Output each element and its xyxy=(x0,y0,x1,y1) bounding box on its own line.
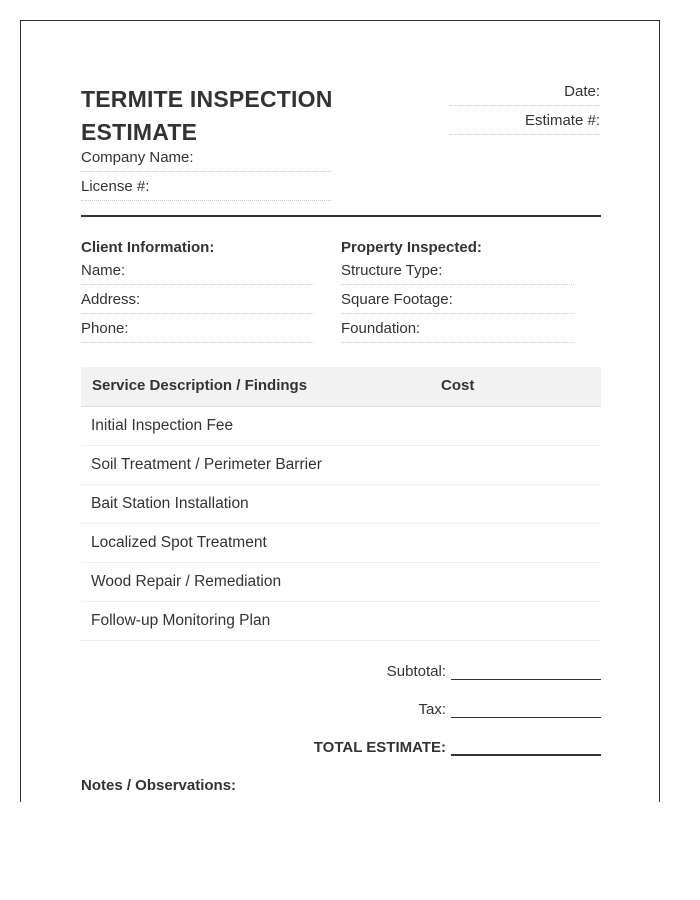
description-column-header: Service Description / Findings xyxy=(92,377,308,394)
license-field[interactable]: License #: xyxy=(81,178,331,201)
client-name-field[interactable]: Name: xyxy=(81,262,314,285)
subtotal-blank[interactable] xyxy=(451,665,601,680)
subtotal-row xyxy=(387,663,601,680)
total-row xyxy=(314,739,601,756)
date-field[interactable]: Date: xyxy=(450,83,600,106)
table-row[interactable] xyxy=(81,485,601,524)
table-header xyxy=(81,367,601,407)
total-label: TOTAL ESTIMATE: xyxy=(313,739,446,756)
client-phone-field[interactable]: Phone: xyxy=(81,320,314,343)
table-row[interactable] xyxy=(81,563,601,602)
row-description: Wood Repair / Remediation xyxy=(91,573,282,590)
estimate-number-field[interactable]: Estimate #: xyxy=(450,112,600,135)
tax-row xyxy=(418,701,601,718)
row-description: Bait Station Installation xyxy=(91,495,249,512)
row-description: Localized Spot Treatment xyxy=(91,534,267,551)
structure-type-field[interactable]: Structure Type: xyxy=(341,262,574,285)
header-divider xyxy=(81,215,601,217)
total-blank[interactable] xyxy=(451,740,601,756)
table-row[interactable] xyxy=(81,602,601,641)
subtotal-label: Subtotal: xyxy=(386,663,446,680)
company-name-field[interactable]: Company Name: xyxy=(81,149,331,172)
document-title: TERMITE INSPECTION ESTIMATE xyxy=(81,86,333,145)
table-row[interactable] xyxy=(81,407,601,446)
client-info-heading: Client Information: xyxy=(81,239,215,256)
square-footage-field[interactable]: Square Footage: xyxy=(341,291,574,314)
row-description: Follow-up Monitoring Plan xyxy=(91,612,271,629)
table-row[interactable] xyxy=(81,524,601,563)
cost-column-header: Cost xyxy=(441,377,475,394)
foundation-field[interactable]: Foundation: xyxy=(341,320,574,343)
row-description: Soil Treatment / Perimeter Barrier xyxy=(91,456,322,473)
notes-heading: Notes / Observations: xyxy=(81,777,237,794)
table-row[interactable] xyxy=(81,446,601,485)
row-description: Initial Inspection Fee xyxy=(91,417,234,434)
tax-blank[interactable] xyxy=(451,703,601,718)
client-address-field[interactable]: Address: xyxy=(81,291,314,314)
services-table xyxy=(81,367,601,641)
property-heading: Property Inspected: xyxy=(341,239,482,256)
tax-label: Tax: xyxy=(418,701,446,718)
